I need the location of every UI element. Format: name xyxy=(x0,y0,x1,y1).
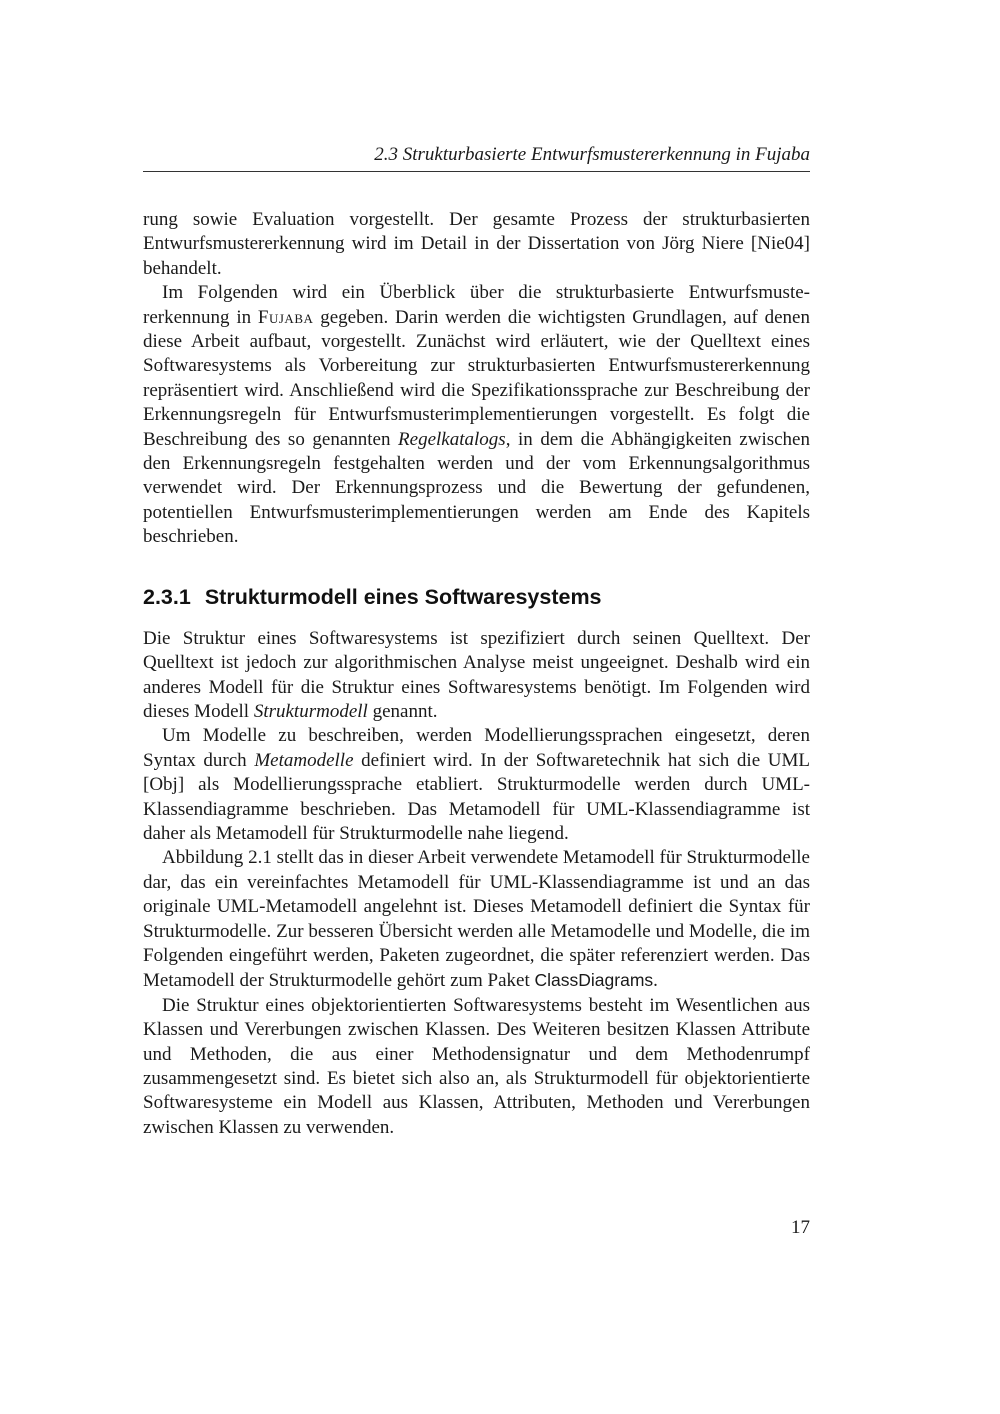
package-name: ClassDiagrams xyxy=(534,970,654,991)
section-title: Strukturmodell eines Softwaresystems xyxy=(204,584,602,609)
text-run: Im Folgenden wird ein Überblick über die strukturbasierte Entwurfsmustererkennung in xyxy=(143,282,810,328)
text-run: , in dem die Abhängigkeiten zwischen den Erkennungsregeln festgehalten werden und der vom Erkennungsalgorithmus verwendet wird. Der Erkennungsprozess und die Bewertung der gefundenen, potentiellen Entwurfsmusterimplementierungen werden am Ende des Kapitels beschrieben. xyxy=(143,428,810,548)
text-run: definiert wird. In der Softwaretechnik hat sich die UML [Obj] als Modellierungssprache etabliert. Strukturmodelle werden durch UML-Klassendiagramme beschrieben. Das Metamodell für UML-Klassendiagramme ist daher als Metamodell für Strukturmodelle nahe liegend. xyxy=(143,749,810,844)
text-run: Abbildung 2.1 stellt das in dieser Arbeit verwendete Metamodell für Strukturmodelle dar, das ein vereinfachtes Metamodell für UML-Klassendiagramme ist und an das originale UML-Metamodell angelehnt ist. Dieses Metamodell definiert die Syntax für Strukturmodelle. Zur besseren Übersicht werden alle Metamodelle und Modelle, die im Folgenden eingeführt werden, Paketen zugeordnet, die später referenziert werden. Das Metamodell der Strukturmodelle gehört zum Paket xyxy=(143,847,810,992)
paragraph-intro-1: rung sowie Evaluation vorgestellt. Der gesamte Prozess der strukturbasierten Entwurfsmustererkennung wird im Detail in der Dissertation von Jörg Niere [Nie04] behandelt. xyxy=(143,209,810,279)
paragraph-section-1 xyxy=(143,627,810,725)
paragraph-section-2 xyxy=(143,724,810,846)
page-number: 17 xyxy=(791,1217,810,1238)
fujaba-name: Fujaba xyxy=(257,306,314,328)
section-number: 2.3.1 xyxy=(143,584,191,609)
emphasis-strukturmodell: Strukturmodell xyxy=(253,700,368,722)
running-header: 2.3 Strukturbasierte Entwurfsmustererkennung in Fujaba xyxy=(374,144,810,165)
text-run: genannt. xyxy=(367,700,438,722)
text-run: Um Modelle zu beschreiben, werden Modellierungssprachen eingesetzt, deren Syntax durch xyxy=(143,725,810,771)
emphasis-regelkatalog: Regelkatalogs xyxy=(398,428,506,450)
paragraph-intro-2 xyxy=(143,281,810,549)
paragraph-section-3 xyxy=(143,846,810,993)
text-run: . xyxy=(653,970,658,992)
page-body xyxy=(143,208,810,1140)
emphasis-metamodelle: Metamodelle xyxy=(254,749,354,771)
paragraph-section-4: Die Struktur eines objektorientierten Softwaresystems besteht im Wesentlichen aus Klassen und Vererbungen zwischen Klassen. Des Weiteren besitzen Klassen Attribute und Methoden, die aus einer Methodensignatur und dem Methodenrumpf zusammengesetzt sind. Es bietet sich also an, als Strukturmodell für objektorientierte Softwaresysteme ein Modell aus Klassen, Attributen, Methoden und Vererbungen zwischen Klassen zu verwenden. xyxy=(143,994,810,1138)
header-rule xyxy=(143,171,810,172)
text-run: gegeben. Darin werden die wichtigsten Grundlagen, auf denen diese Arbeit aufbaut, vorgestellt. Zunächst wird erläutert, wie der Quelltext eines Softwaresystems als Vorbereitung zur strukturbasierten Entwurfsmustererkennung repräsentiert wird. Anschließend wird die Spezifikationssprache zur Beschreibung der Erkennungsregeln für Entwurfsmusterimplementierungen vorgestellt. Es folgt die Beschreibung des so genannten xyxy=(143,306,810,450)
section-heading xyxy=(143,583,810,611)
text-run: Die Struktur eines Softwaresystems ist spezifiziert durch seinen Quelltext. Der Quelltext ist jedoch zur algorithmischen Analyse meist ungeeignet. Deshalb wird ein anderes Modell für die Struktur eines Softwaresystems benötigt. Im Folgenden wird dieses Modell xyxy=(143,627,810,722)
